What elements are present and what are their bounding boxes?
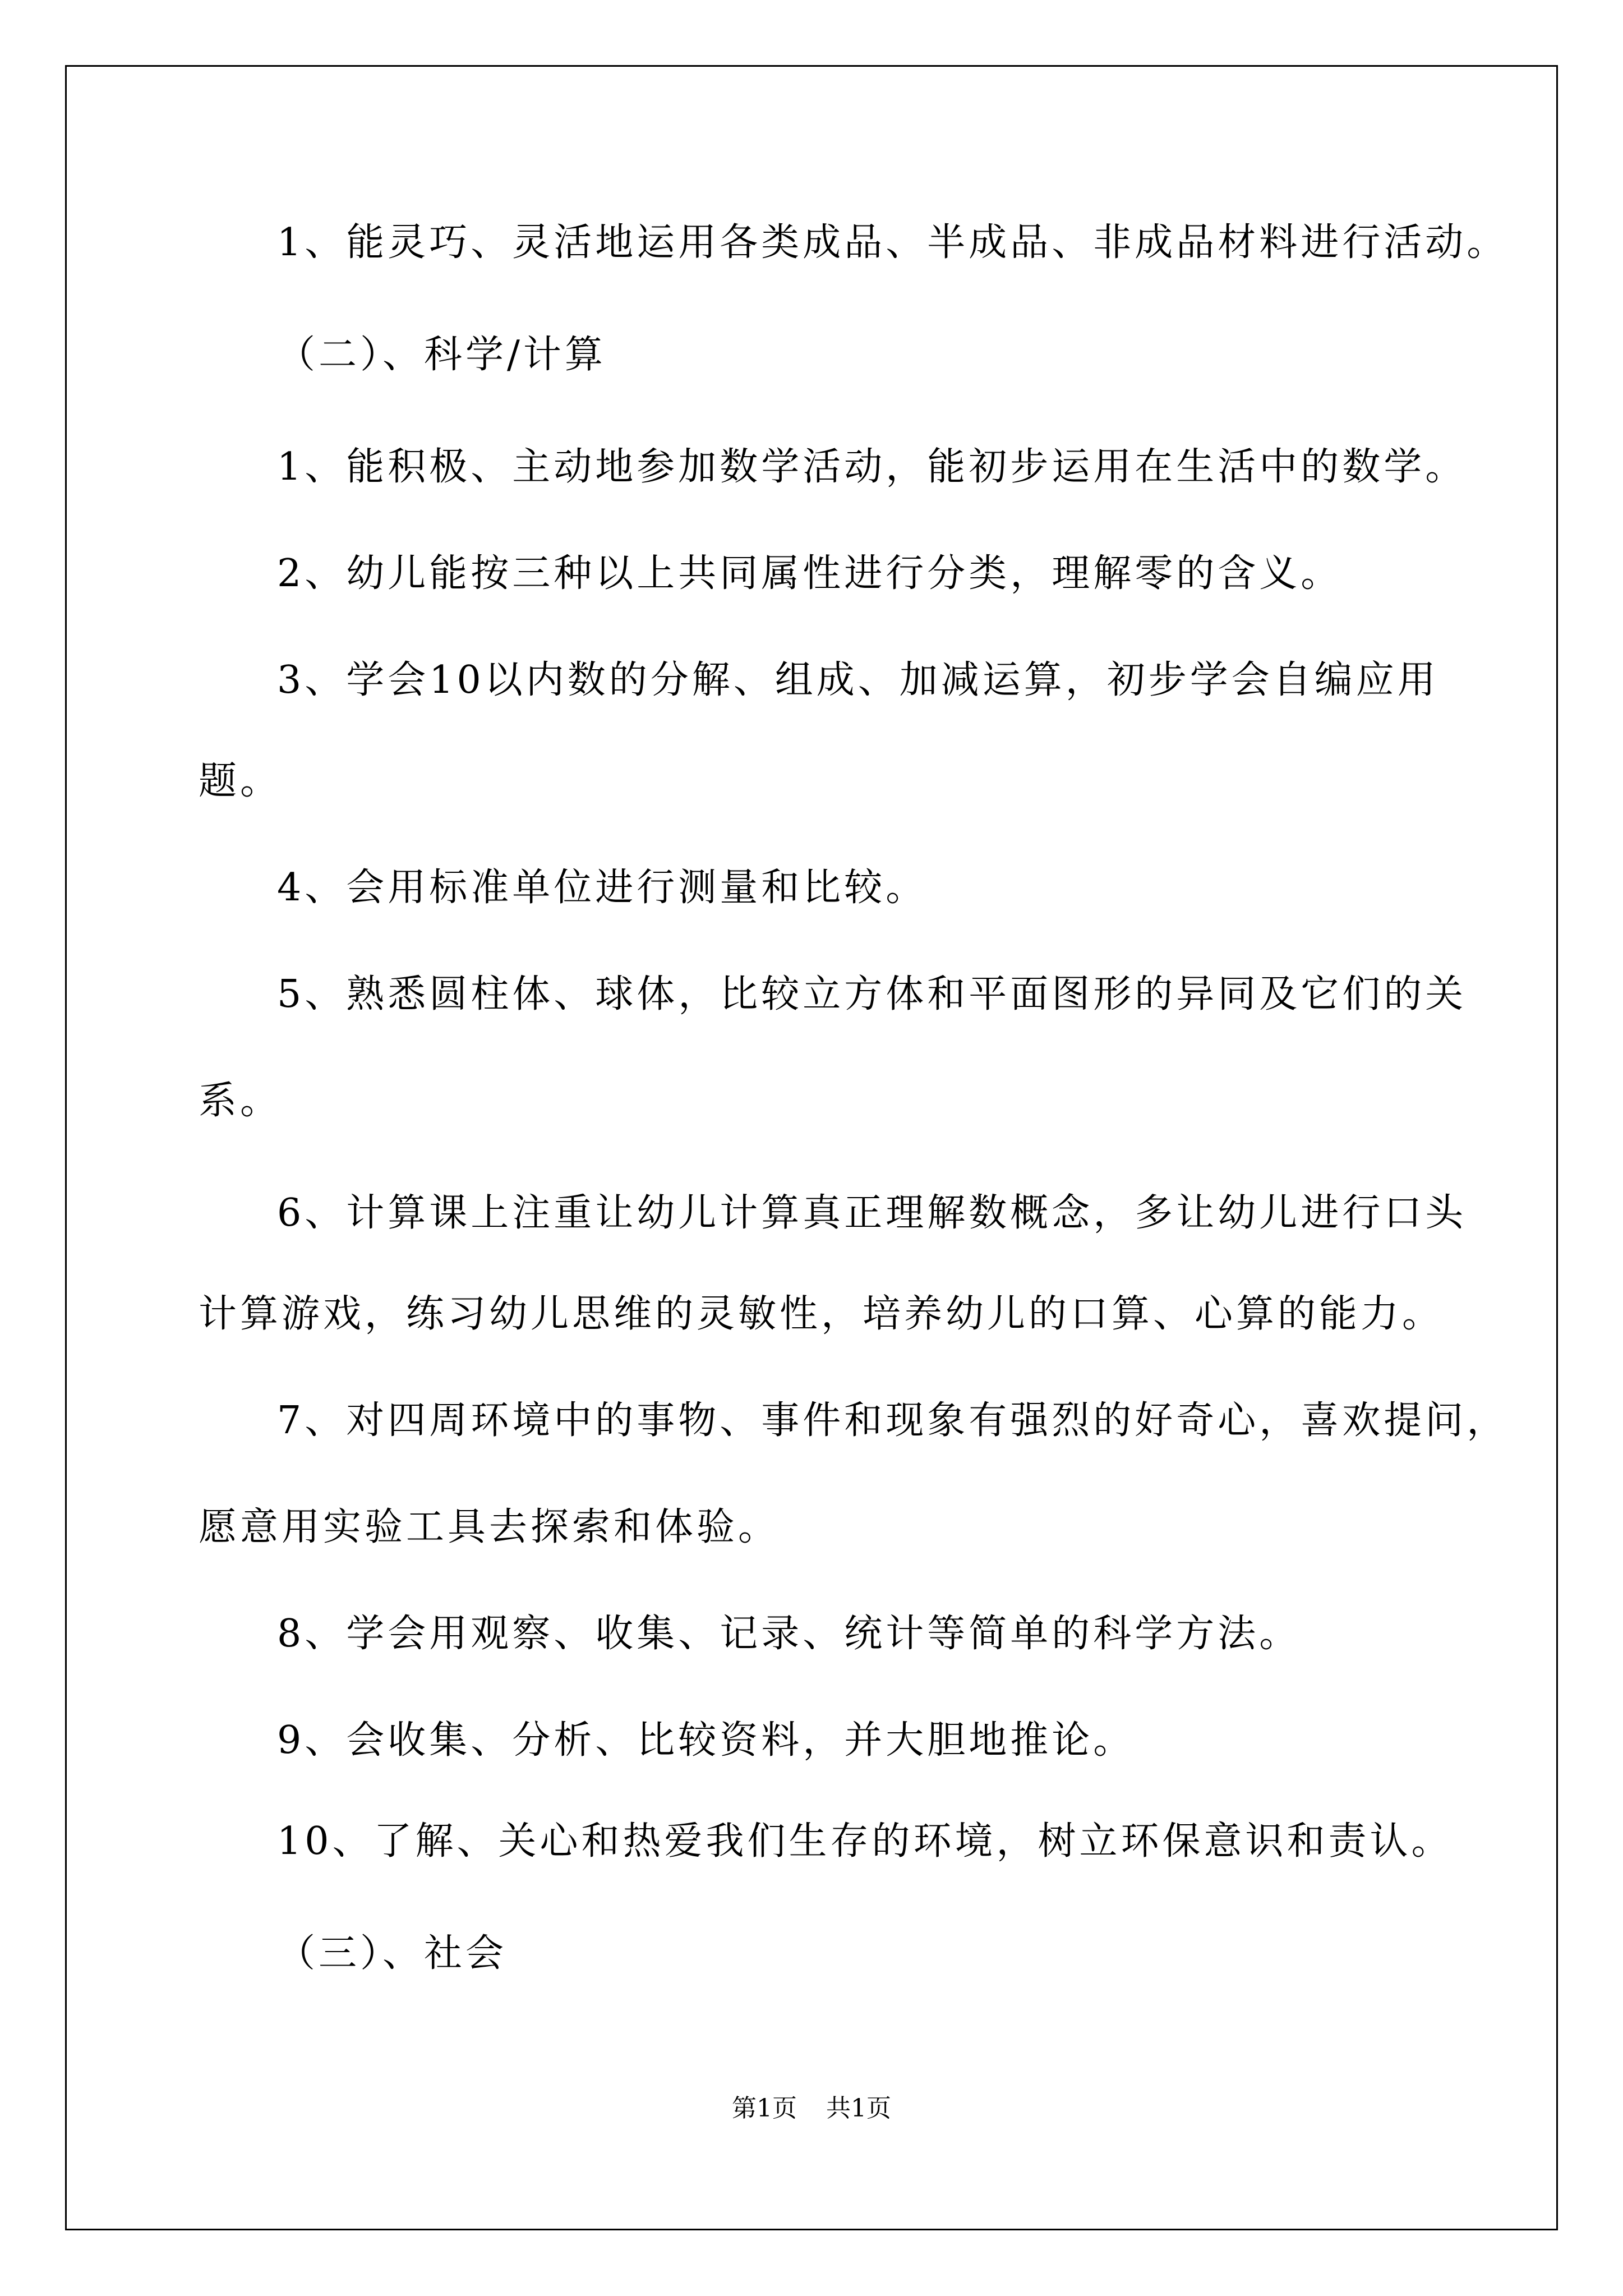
body-line-10: 6、计算课上注重让幼儿计算真正理解数概念，多让幼儿进行口头 — [277, 1191, 1467, 1235]
body-line-6: 题。 — [199, 759, 282, 803]
body-line-9: 系。 — [199, 1079, 282, 1123]
body-line-5: 3、学会10以内数的分解、组成、加减运算，初步学会自编应用 — [277, 658, 1439, 702]
body-line-15: 9、会收集、分析、比较资料，并大胆地推论。 — [277, 1718, 1135, 1763]
page-footer — [0, 2088, 1623, 2124]
section-heading-society: （三）、社会 — [277, 1931, 508, 1976]
body-line-8: 5、熟悉圆柱体、球体，比较立方体和平面图形的异同及它们的关 — [277, 972, 1467, 1016]
page-number: 第1页 — [732, 2094, 797, 2123]
body-line-16: 10、了解、关心和热爱我们生存的环境，树立环保意识和责认。 — [277, 1819, 1453, 1864]
body-line-12: 7、对四周环境中的事物、事件和现象有强烈的好奇心，喜欢提问， — [277, 1398, 1509, 1443]
section-heading-science: （二）、科学/计算 — [277, 333, 606, 377]
body-line-14: 8、学会用观察、收集、记录、统计等简单的科学方法。 — [277, 1612, 1301, 1656]
page-total: 共1页 — [826, 2094, 891, 2123]
body-line-7: 4、会用标准单位进行测量和比较。 — [277, 866, 928, 910]
body-line-11: 计算游戏，练习幼儿思维的灵敏性，培养幼儿的口算、心算的能力。 — [199, 1292, 1444, 1336]
body-line-13: 愿意用实验工具去探索和体验。 — [199, 1505, 780, 1549]
body-line-4: 2、幼儿能按三种以上共同属性进行分类，理解零的含义。 — [277, 551, 1343, 596]
page-border — [65, 65, 1558, 2230]
body-line-3: 1、能积极、主动地参加数学活动，能初步运用在生活中的数学。 — [277, 445, 1467, 489]
body-line-1: 1、能灵巧、灵活地运用各类成品、半成品、非成品材料进行活动。 — [277, 220, 1509, 265]
